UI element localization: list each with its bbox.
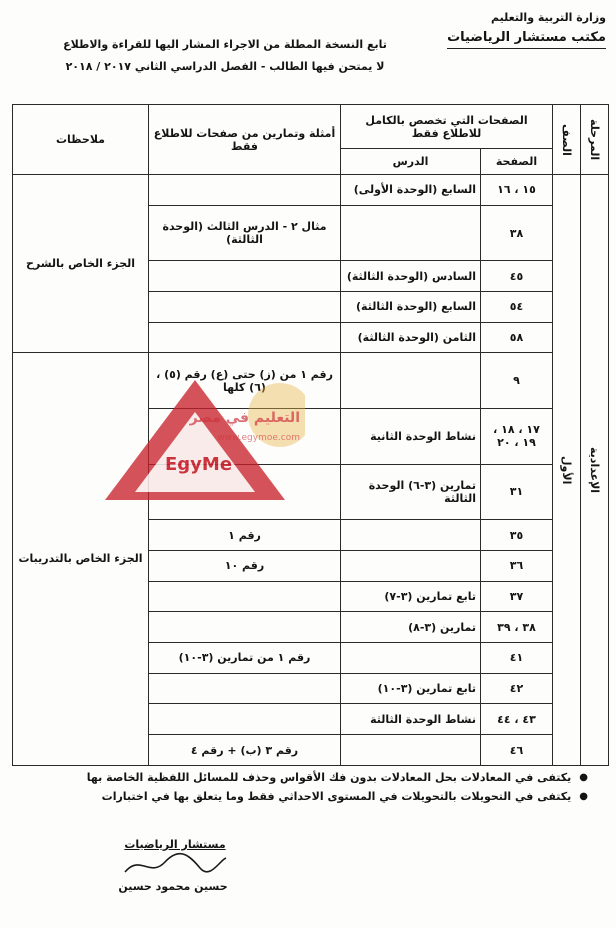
page-cell: ٤٥ (481, 261, 553, 292)
bullet-dot-icon: ● (579, 772, 588, 783)
lesson-cell (341, 643, 481, 674)
ministry-name: وزارة التربية والتعليم (491, 11, 606, 24)
header-lesson: الدرس (341, 149, 481, 175)
document-heading (60, 34, 390, 78)
page-cell: ٣٦ (481, 551, 553, 582)
examples-cell (149, 261, 341, 292)
stage-cell: الإعدادية (581, 175, 609, 766)
lesson-cell: تابع تمارين (٣-٧) (341, 581, 481, 612)
examples-cell: رقم ٣ (ب) + رقم ٤ (149, 735, 341, 766)
bullet-item (26, 768, 588, 787)
header-pages-group: الصفحات التي تخصص بالكامل للاطلاع فقط (341, 105, 553, 149)
header-examples: أمثلة وتمارين من صفحات للاطلاع فقط (149, 105, 341, 175)
lesson-cell: تمارين (٣-٨) (341, 612, 481, 643)
page-cell: ٤١ (481, 643, 553, 674)
letterhead (447, 8, 606, 49)
examples-cell: رقم ١ من (ز) حتى (ع) رقم (٥) ، (٦) كلها (149, 353, 341, 409)
page-cell: ٩ (481, 353, 553, 409)
examples-cell (149, 175, 341, 206)
notes-bullets (26, 768, 588, 806)
page-cell: ١٧ ، ١٨ ، ١٩ ، ٢٠ (481, 409, 553, 465)
examples-cell: مثال ٢ - الدرس الثالث (الوحدة الثالثة) (149, 205, 341, 261)
heading-line-1: تابع النسخة المطلة من الاجراء المشار اليها للقراءة والاطلاع (63, 38, 387, 51)
lesson-cell: تابع تمارين (٣-١٠) (341, 673, 481, 704)
signature-name: حسين محمود حسين (118, 880, 228, 893)
lesson-cell: نشاط الوحدة الثانية (341, 409, 481, 465)
page-cell: ٥٤ (481, 292, 553, 323)
lesson-cell: الثامن (الوحدة الثالثة) (341, 322, 481, 353)
lesson-cell: تمارين (٣-٦) الوحدة الثالثة (341, 464, 481, 520)
bullet-dot-icon: ● (579, 791, 588, 802)
office-name: مكتب مستشار الرياضيات (447, 28, 606, 49)
examples-cell: رقم ١ (149, 520, 341, 551)
lesson-cell (341, 735, 481, 766)
notes-explanation: الجزء الخاص بالشرح (13, 175, 149, 353)
examples-cell: رقم ١ من تمارين (٣-١٠) (149, 643, 341, 674)
bullet-item (26, 787, 588, 806)
lesson-cell: نشاط الوحدة الثالثة (341, 704, 481, 735)
page-cell: ٤٦ (481, 735, 553, 766)
page-cell: ١٥ ، ١٦ (481, 175, 553, 206)
examples-cell (149, 292, 341, 323)
notes-exercises: الجزء الخاص بالتدريبات (13, 353, 149, 766)
page-cell: ٤٣ ، ٤٤ (481, 704, 553, 735)
page-cell: ٣٨ ، ٣٩ (481, 612, 553, 643)
page-cell: ٥٨ (481, 322, 553, 353)
bullet-text: يكتفى في المعادلات بحل المعادلات بدون فك الأقواس وحذف للمسائل اللفظية الخاصة بها (86, 771, 572, 784)
header-page: الصفحة (481, 149, 553, 175)
lesson-cell (341, 205, 481, 261)
lesson-cell (341, 520, 481, 551)
examples-cell (149, 322, 341, 353)
page-cell: ٤٢ (481, 673, 553, 704)
signature-mark (120, 850, 230, 884)
header-notes: ملاحظات (13, 105, 149, 175)
lesson-cell: السادس (الوحدة الثالثة) (341, 261, 481, 292)
grade-cell: الأول (553, 175, 581, 766)
watermark-brand: EgyMe (165, 454, 233, 475)
lesson-cell (341, 551, 481, 582)
page-cell: ٣١ (481, 464, 553, 520)
examples-cell (149, 612, 341, 643)
signature-title: مستشار الرياضيات (124, 838, 226, 851)
bullet-text: يكتفى في التحويلات بالتحويلات في المستوى الاحداثي فقط وما يتعلق بها في اختبارات (101, 790, 572, 803)
examples-cell (149, 704, 341, 735)
heading-line-2: لا يمتحن فيها الطالب - الفصل الدراسي الثاني ٢٠١٧ / ٢٠١٨ (65, 60, 385, 73)
examples-cell: رقم ١٠ (149, 551, 341, 582)
page-cell: ٣٥ (481, 520, 553, 551)
examples-cell (149, 581, 341, 612)
lesson-cell: السابع (الوحدة الأولى) (341, 175, 481, 206)
watermark-url: www.egymoe.com (217, 433, 300, 443)
header-stage: المرحلة (581, 105, 609, 175)
watermark-arabic: التعليم في مصر (189, 410, 300, 426)
watermark-logo (95, 360, 305, 514)
lesson-cell (341, 353, 481, 409)
lesson-cell: السابع (الوحدة الثالثة) (341, 292, 481, 323)
header-grade: الصف (553, 105, 581, 175)
examples-cell (149, 673, 341, 704)
page-cell: ٣٧ (481, 581, 553, 612)
page-cell: ٣٨ (481, 205, 553, 261)
